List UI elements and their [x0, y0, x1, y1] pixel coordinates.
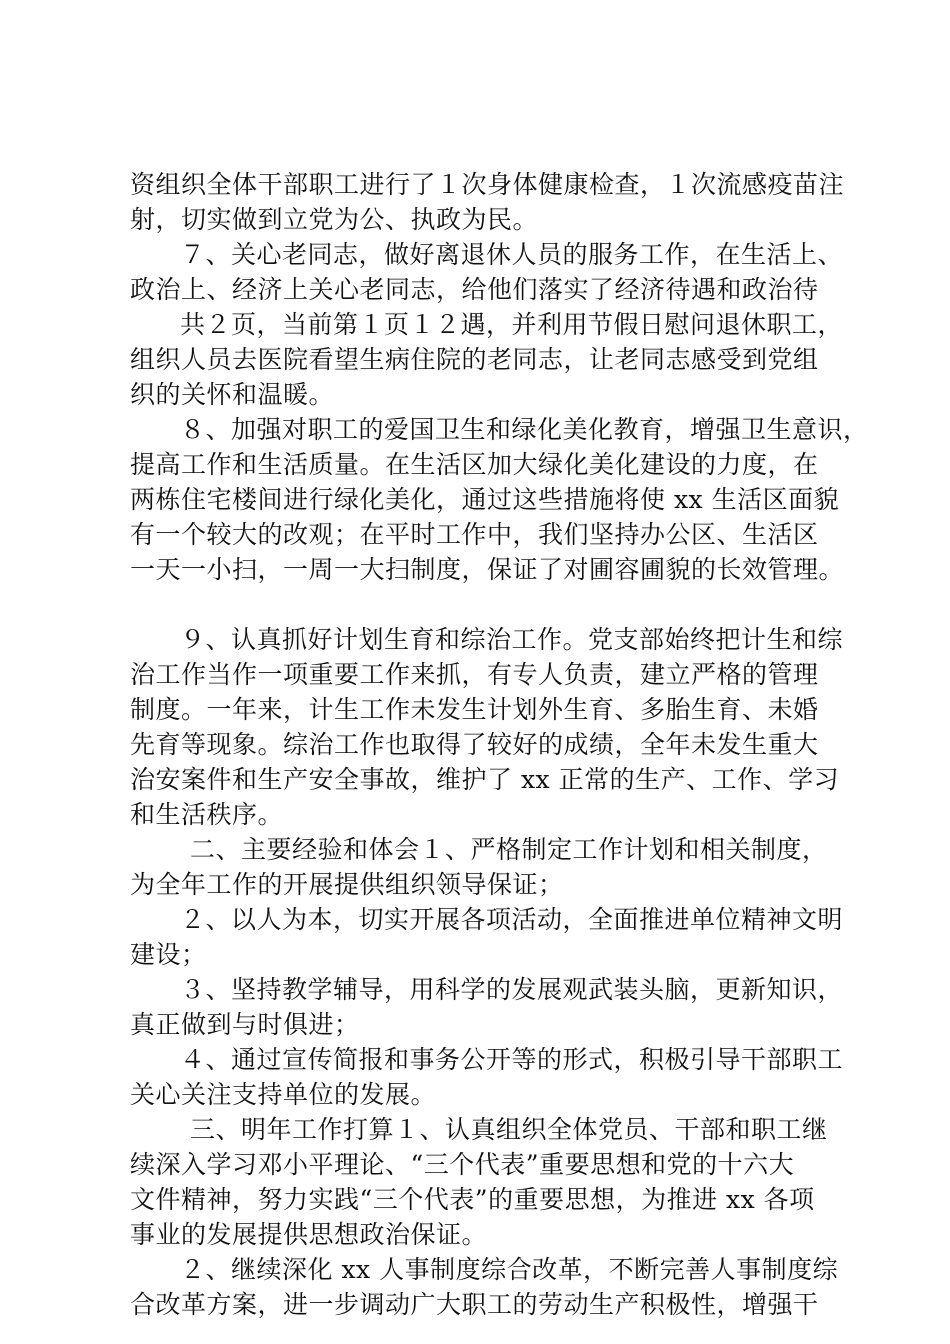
text-line: 提高工作和生活质量。在生活区加大绿化美化建设的力度，在: [130, 450, 819, 479]
text-line: 和生活秩序。: [130, 800, 284, 829]
text-line: ８、加强对职工的爱国卫生和绿化美化教育，增强卫生意识，: [180, 415, 869, 444]
text-line: ３、坚持教学辅导，用科学的发展观武装头脑，更新知识，: [180, 975, 844, 1004]
text-line: 续深入学习邓小平理论、“三个代表”重要思想和党的十六大: [130, 1150, 795, 1179]
text-line: 合改革方案，进一步调动广大职工的劳动生产积极性，增强干: [130, 1290, 819, 1319]
text-line: ４、通过宣传简报和事务公开等的形式，积极引导干部职工: [180, 1045, 844, 1074]
text-line: ２、以人为本，切实开展各项活动，全面推进单位精神文明: [180, 905, 844, 934]
text-line: ２、继续深化 xx 人事制度综合改革，不断完善人事制度综: [180, 1255, 839, 1284]
text-line: 二、主要经验和体会１、严格制定工作计划和相关制度，: [190, 835, 828, 864]
text-line: 真正做到与时俱进；: [130, 1010, 360, 1039]
text-line: 织的关怀和温暖。: [130, 380, 335, 409]
text-line: 组织人员去医院看望生病住院的老同志，让老同志感受到党组: [130, 345, 819, 374]
text-line: 资组织全体干部职工进行了１次身体健康检查，１次流感疫苗注: [130, 170, 845, 199]
text-line: 事业的发展提供思想政治保证。: [130, 1220, 488, 1249]
text-line: ９、认真抓好计划生育和综治工作。党支部始终把计生和综: [180, 625, 844, 654]
text-line: 文件精神，努力实践“三个代表”的重要思想，为推进 xx 各项: [130, 1185, 815, 1214]
text-line: 先育等现象。综治工作也取得了较好的成绩，全年未发生重大: [130, 730, 819, 759]
text-line: 三、明年工作打算１、认真组织全体党员、干部和职工继: [190, 1115, 828, 1144]
text-line: 为全年工作的开展提供组织领导保证；: [130, 870, 564, 899]
text-line: 治安案件和生产安全事故，维护了 xx 正常的生产、工作、学习: [130, 765, 840, 794]
text-line: 关心关注支持单位的发展。: [130, 1080, 437, 1109]
text-line: 一天一小扫，一周一大扫制度，保证了对圃容圃貌的长效管理。: [130, 555, 845, 584]
text-line: 两栋住宅楼间进行绿化美化，通过这些措施将使 xx 生活区面貌: [130, 485, 840, 514]
text-line: 政治上、经济上关心老同志，给他们落实了经济待遇和政治待: [130, 275, 819, 304]
text-line: 有一个较大的改观；在平时工作中，我们坚持办公区、生活区: [130, 520, 819, 549]
text-line: 治工作当作一项重要工作来抓，有专人负责，建立严格的管理: [130, 660, 819, 689]
text-line: 制度。一年来，计生工作未发生计划外生育、多胎生育、未婚: [130, 695, 819, 724]
text-line: 射，切实做到立党为公、执政为民。: [130, 205, 539, 234]
text-line: ７、关心老同志，做好离退休人员的服务工作，在生活上、: [180, 240, 844, 269]
text-line: 共２页，当前第１页１２遇，并利用节假日慰问退休职工，: [180, 310, 844, 339]
text-line: 建设；: [130, 940, 207, 969]
